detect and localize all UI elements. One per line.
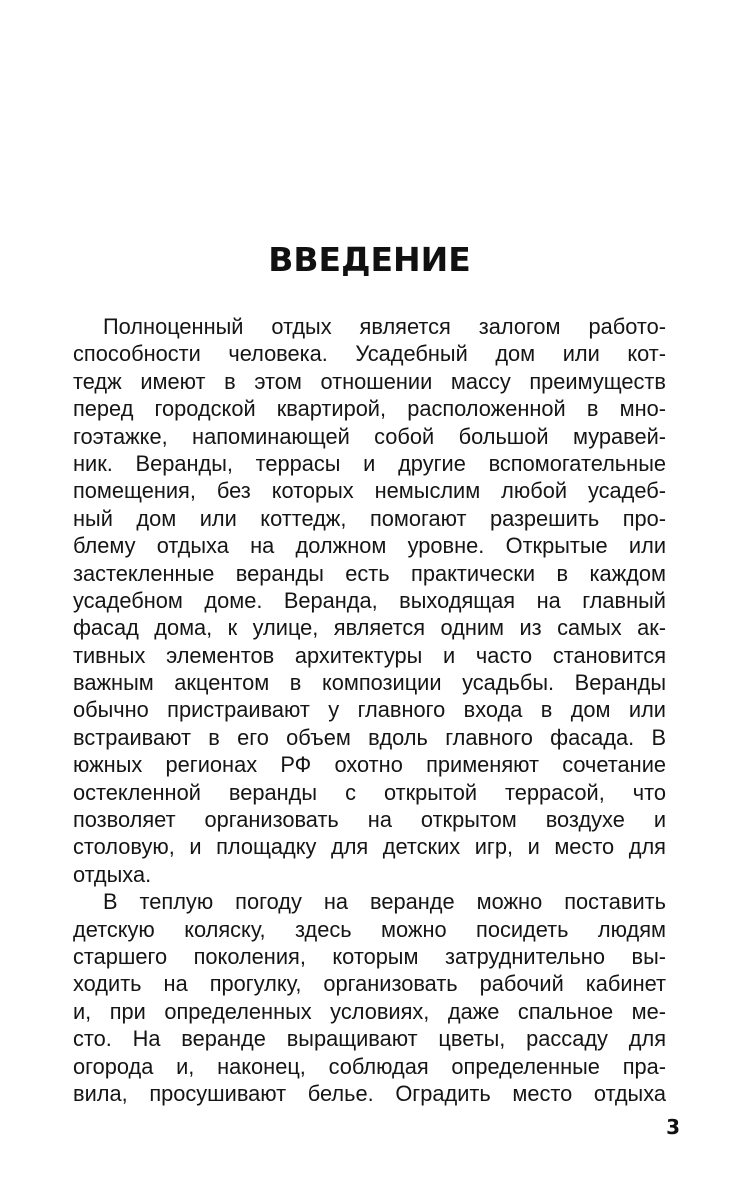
text-line: сто. На веранде выращивают цветы, рассаду для (73, 1026, 666, 1052)
text-line: старшего поколения, которым затруднительно вы- (73, 943, 666, 969)
text-line: блему отдыха на должном уровне. Открытые или (73, 533, 666, 559)
text-line: южных регионах РФ охотно применяют сочетание (73, 752, 666, 778)
text-line: Полноценный отдых является залогом работо- (103, 314, 666, 339)
text-line: остекленной веранды с открытой террасой, что (73, 779, 666, 805)
text-line: ник. Веранды, террасы и другие вспомогательные (73, 450, 666, 476)
text-line: огорода и, наконец, соблюдая определенные пра- (73, 1053, 666, 1079)
text-line: и, при определенных условиях, даже спальное ме- (73, 998, 666, 1024)
text-line: ходить на прогулку, организовать рабочий кабинет (73, 971, 666, 997)
text-line: фасад дома, к улице, является одним из самых ак- (73, 615, 666, 641)
text-line: застекленные веранды есть практически в каждом (73, 560, 666, 586)
text-line: усадебном доме. Веранда, выходящая на главный (73, 587, 666, 613)
text-line: тивных элементов архитектуры и часто становится (73, 642, 666, 668)
text-line: тедж имеют в этом отношении массу преимуществ (73, 368, 666, 394)
text-line: детскую коляску, здесь можно посидеть людям (73, 916, 666, 942)
text-line: способности человека. Усадебный дом или кот- (73, 341, 666, 367)
text-line: обычно пристраивают у главного входа в дом или (73, 697, 666, 723)
text-line: помещения, без которых немыслим любой усадеб- (73, 478, 666, 504)
body-text (73, 313, 666, 1107)
chapter-heading: ВВЕДЕНИЕ (268, 240, 471, 279)
text-line: позволяет организовать на открытом воздухе и (73, 807, 666, 833)
text-line: перед городской квартирой, расположенной в мно- (73, 396, 666, 422)
text-line: встраивают в его объем вдоль главного фасада. В (73, 724, 666, 750)
text-line: отдыха. (73, 861, 152, 887)
text-line: столовую, и площадку для детских игр, и место для (73, 834, 666, 860)
text-line: вила, просушивают белье. Оградить место отдыха (73, 1080, 666, 1106)
text-line: ный дом или коттедж, помогают разрешить про- (73, 505, 666, 531)
page-number: 3 (666, 1115, 680, 1139)
text-line: важным акцентом в композиции усадьбы. Веранды (73, 670, 666, 696)
text-line: гоэтажке, напоминающей собой большой муравей- (73, 423, 666, 449)
text-line: В теплую погоду на веранде можно поставить (103, 889, 666, 915)
